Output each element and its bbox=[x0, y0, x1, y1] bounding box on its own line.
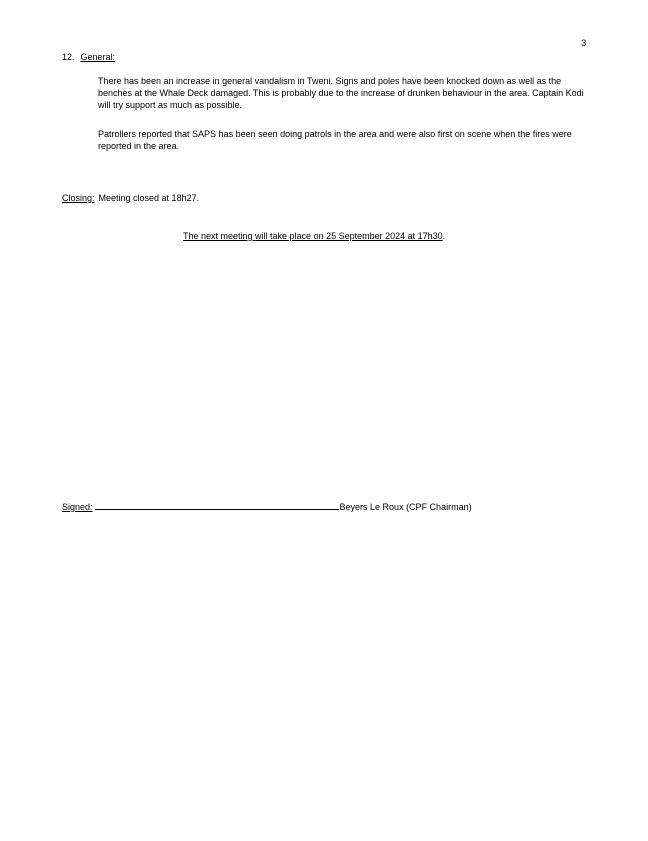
page-number: 3 bbox=[581, 38, 587, 49]
closing-label: Closing: bbox=[62, 193, 95, 203]
signatory-name: Beyers Le Roux (CPF Chairman) bbox=[339, 502, 472, 512]
closing-text: Meeting closed at 18h27. bbox=[98, 193, 200, 203]
section-paragraph: There has been an increase in general vandalism in Tweni. Signs and poles have been knocked down as well as the benches at the Whale Deck damaged. This is probably due to the increase of drunken behaviour in the area. Captain Kodi will try support as much as possible. bbox=[98, 76, 584, 111]
section-heading bbox=[62, 51, 115, 63]
next-meeting-text: The next meeting will take place on 25 September 2024 at 17h30 bbox=[183, 231, 443, 241]
closing-line bbox=[62, 192, 199, 204]
section-paragraph: Patrollers reported that SAPS has been seen doing patrols in the area and were also first on scene when the fires were reported in the area. bbox=[98, 129, 572, 152]
section-number: 12. bbox=[62, 52, 75, 62]
next-meeting-notice bbox=[183, 230, 445, 242]
signature-line bbox=[95, 500, 339, 510]
section-title: General: bbox=[80, 52, 116, 62]
signature-block bbox=[62, 500, 472, 513]
next-meeting-period: . bbox=[442, 231, 446, 241]
signed-label: Signed: bbox=[62, 502, 93, 512]
